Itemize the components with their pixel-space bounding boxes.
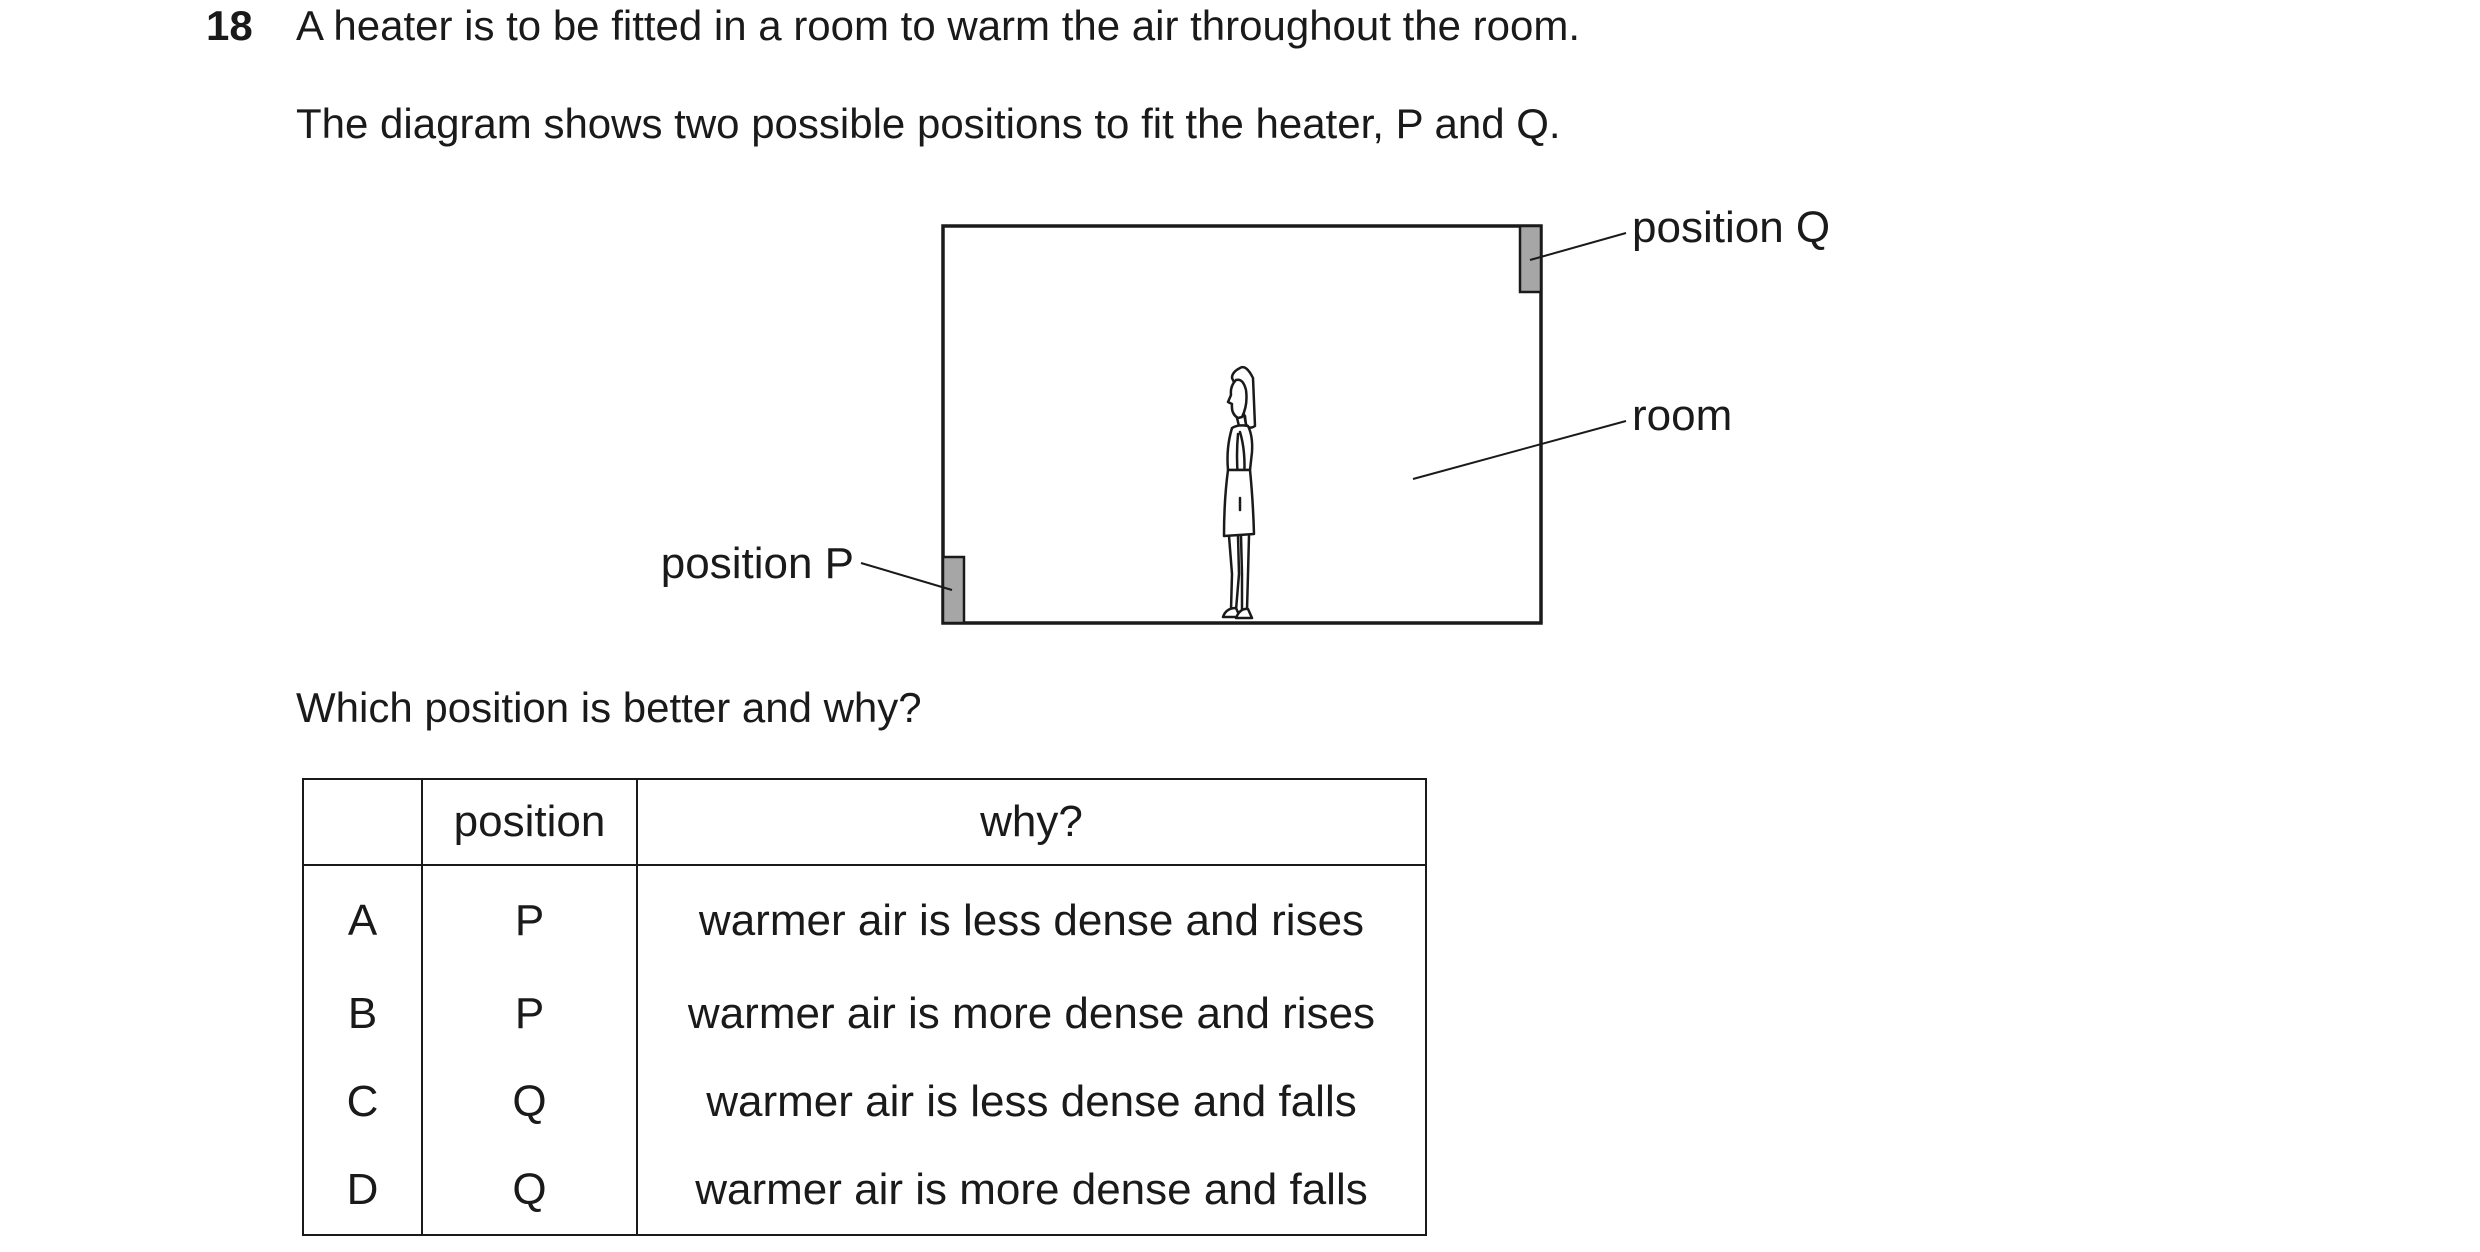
option-reason: warmer air is more dense and rises xyxy=(637,970,1426,1058)
answer-options-table xyxy=(302,778,1427,1236)
question-prompt: Which position is better and why? xyxy=(296,684,922,731)
header-position: position xyxy=(422,779,637,865)
option-position: P xyxy=(422,970,637,1058)
label-position-q: position Q xyxy=(1632,203,1831,252)
table-header-row xyxy=(303,779,1426,865)
option-row-a[interactable] xyxy=(303,865,1426,970)
leader-line-q xyxy=(1530,233,1626,260)
header-key xyxy=(303,779,422,865)
option-key: D xyxy=(303,1146,422,1235)
label-position-p: position P xyxy=(660,539,854,588)
option-key: B xyxy=(303,970,422,1058)
option-reason: warmer air is more dense and falls xyxy=(637,1146,1426,1235)
heater-p xyxy=(943,557,964,623)
person-figure xyxy=(1223,367,1255,618)
label-room: room xyxy=(1632,391,1733,440)
option-position: Q xyxy=(422,1058,637,1146)
question-text-line-1: A heater is to be fitted in a room to warm the air throughout the room. xyxy=(296,2,1581,49)
option-row-d[interactable] xyxy=(303,1146,1426,1235)
leader-line-p xyxy=(861,563,952,590)
option-row-c[interactable] xyxy=(303,1058,1426,1146)
option-reason: warmer air is less dense and rises xyxy=(637,865,1426,970)
header-why: why? xyxy=(637,779,1426,865)
question-number: 18 xyxy=(206,2,253,49)
option-key: C xyxy=(303,1058,422,1146)
leader-line-room xyxy=(1413,421,1626,479)
question-text-line-2: The diagram shows two possible positions to fit the heater, P and Q. xyxy=(296,100,1561,147)
option-reason: warmer air is less dense and falls xyxy=(637,1058,1426,1146)
option-key: A xyxy=(303,865,422,970)
option-position: Q xyxy=(422,1146,637,1235)
option-row-b[interactable] xyxy=(303,970,1426,1058)
option-position: P xyxy=(422,865,637,970)
